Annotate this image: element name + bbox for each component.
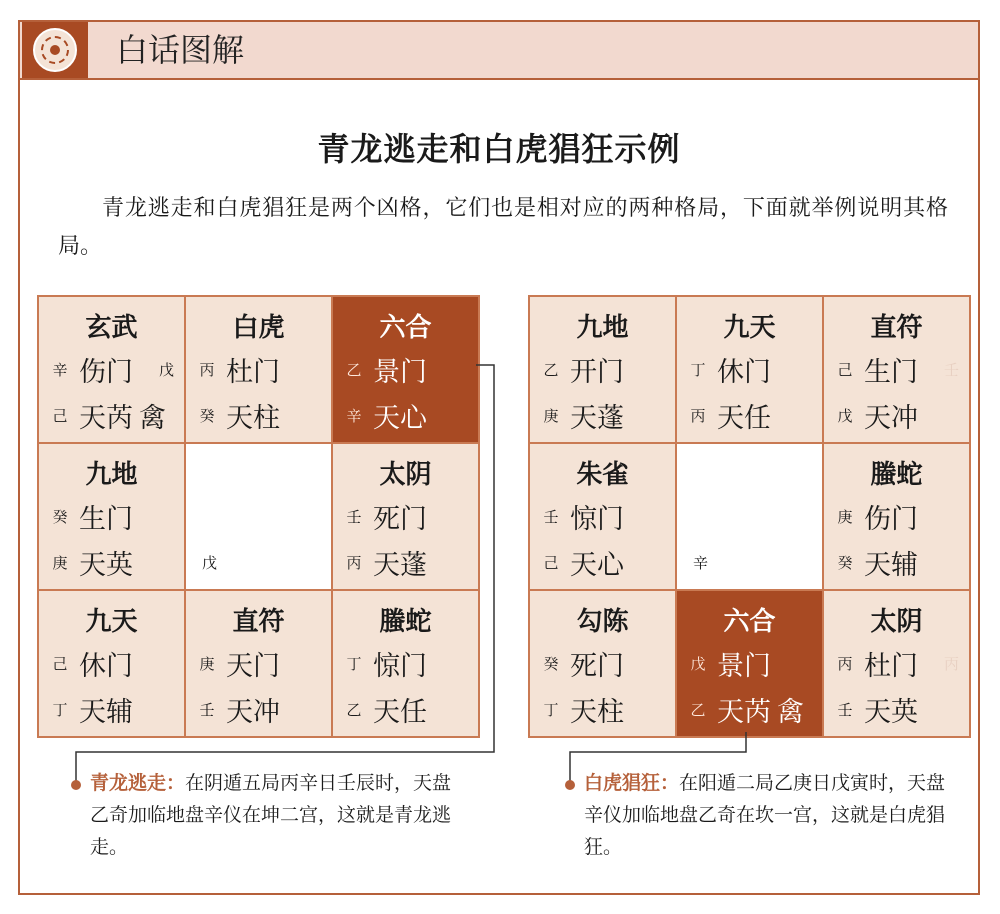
stem-label: 壬: [543, 507, 559, 526]
stem-label: 癸: [199, 406, 215, 425]
page-title: 青龙逃走和白虎猖狂示例: [317, 130, 681, 168]
stem-label: 壬: [199, 700, 215, 719]
gate-label: 死门: [373, 503, 427, 535]
god-label: 九天: [85, 607, 138, 637]
note-text: 在阴遁五局丙辛日壬辰时，天盘乙奇加临地盘辛仪在坤二宫，这就是青龙逃走。: [90, 772, 452, 858]
note-key: 青龙逃走：: [90, 772, 186, 794]
gate-label: 杜门: [226, 356, 280, 388]
stem-label: 乙: [346, 700, 362, 719]
bullet-right-icon: [565, 780, 575, 790]
stem-label: 丙: [690, 406, 706, 425]
stem-label: 庚: [543, 406, 559, 425]
god-label: 螣蛇: [379, 607, 432, 637]
star-label: 天英: [864, 696, 918, 728]
star-label: 天任: [373, 696, 427, 728]
god-label: 直符: [232, 607, 285, 637]
note-text: 在阳遁二局乙庚日戊寅时，天盘辛仪加临地盘乙奇在坎一宫，这就是白虎猖狂。: [584, 772, 946, 858]
stem-label: 丁: [346, 654, 362, 673]
stem-label: 己: [543, 553, 559, 572]
stem-label: 癸: [837, 553, 853, 572]
section-title: 白话图解: [116, 31, 245, 69]
god-label: 玄武: [85, 313, 138, 343]
gate-label: 天门: [226, 650, 280, 682]
stem-label: 辛: [346, 406, 362, 425]
stem-label: 丁: [690, 360, 706, 379]
extra-stem: 壬: [943, 360, 959, 379]
god-label: 太阴: [379, 460, 432, 490]
stem-label: 乙: [543, 360, 559, 379]
gate-label: 伤门: [864, 503, 918, 535]
note-key: 白虎猖狂：: [584, 772, 680, 794]
god-label: 六合: [723, 607, 776, 637]
god-label: 九天: [723, 313, 776, 343]
gate-label: 景门: [373, 356, 427, 388]
gate-label: 休门: [717, 356, 771, 388]
stem-label: 己: [837, 360, 853, 379]
stem-label: 丙: [346, 553, 362, 572]
stem-label: 丁: [52, 700, 68, 719]
connector-left: [76, 365, 494, 785]
bullet-left-icon: [71, 780, 81, 790]
god-label: 螣蛇: [870, 460, 923, 490]
note-right: [584, 767, 964, 863]
god-label: 九地: [576, 313, 629, 343]
stem-label: 庚: [199, 654, 215, 673]
star-label: 天芮: [79, 402, 133, 434]
star-label: 天蓬: [373, 549, 427, 581]
star-label: 天任: [717, 402, 771, 434]
stem-label: 癸: [543, 654, 559, 673]
stem-label: 壬: [346, 507, 362, 526]
star-label: 天辅: [79, 696, 133, 728]
star-label: 天冲: [864, 402, 918, 434]
star-label: 天冲: [226, 696, 280, 728]
gate-label: 生门: [79, 503, 133, 535]
gate-label: 开门: [570, 356, 624, 388]
god-label: 白虎: [232, 313, 285, 343]
gate-label: 死门: [570, 650, 624, 682]
gate-label: 惊门: [570, 503, 624, 535]
god-label: 朱雀: [576, 460, 629, 490]
gate-label: 惊门: [373, 650, 427, 682]
stem-label: 丙: [199, 360, 215, 379]
extra-star: 禽: [777, 696, 804, 728]
star-label: 天蓬: [570, 402, 624, 434]
stem-label: 庚: [837, 507, 853, 526]
stem-label: 戊: [690, 654, 706, 673]
extra-stem: 丙: [943, 654, 959, 673]
stem-label: 己: [52, 654, 68, 673]
god-label: 九地: [85, 460, 138, 490]
star-label: 天英: [79, 549, 133, 581]
center-stem: 辛: [693, 554, 709, 572]
stem-label: 己: [52, 406, 68, 425]
star-label: 天辅: [864, 549, 918, 581]
star-label: 天柱: [226, 402, 280, 434]
note-left: [90, 767, 470, 863]
stem-label: 乙: [346, 360, 362, 379]
star-label: 天心: [570, 549, 624, 581]
gate-label: 休门: [79, 650, 133, 682]
god-label: 六合: [379, 313, 432, 343]
gate-label: 伤门: [79, 356, 133, 388]
center-stem: 戊: [202, 554, 218, 572]
intro-paragraph: 青龙逃走和白虎猖狂是两个凶格，它们也是相对应的两种格局，下面就举例说明其格局。: [58, 196, 948, 259]
stem-label: 戊: [837, 406, 853, 425]
extra-star: 禽: [139, 402, 166, 434]
gate-label: 景门: [717, 650, 771, 682]
gate-label: 杜门: [864, 650, 918, 682]
stem-label: 癸: [52, 507, 68, 526]
star-label: 天柱: [570, 696, 624, 728]
stem-label: 壬: [837, 700, 853, 719]
stem-label: 庚: [52, 553, 68, 572]
extra-stem: 戊: [158, 360, 174, 379]
god-label: 太阴: [870, 607, 923, 637]
god-label: 勾陈: [576, 607, 629, 637]
god-label: 直符: [870, 313, 923, 343]
star-label: 天芮: [717, 696, 771, 728]
stem-label: 辛: [52, 360, 68, 379]
star-label: 天心: [373, 402, 427, 434]
stem-label: 乙: [690, 700, 706, 719]
stem-label: 丁: [543, 700, 559, 719]
stem-label: 丙: [837, 654, 853, 673]
gate-label: 生门: [864, 356, 918, 388]
